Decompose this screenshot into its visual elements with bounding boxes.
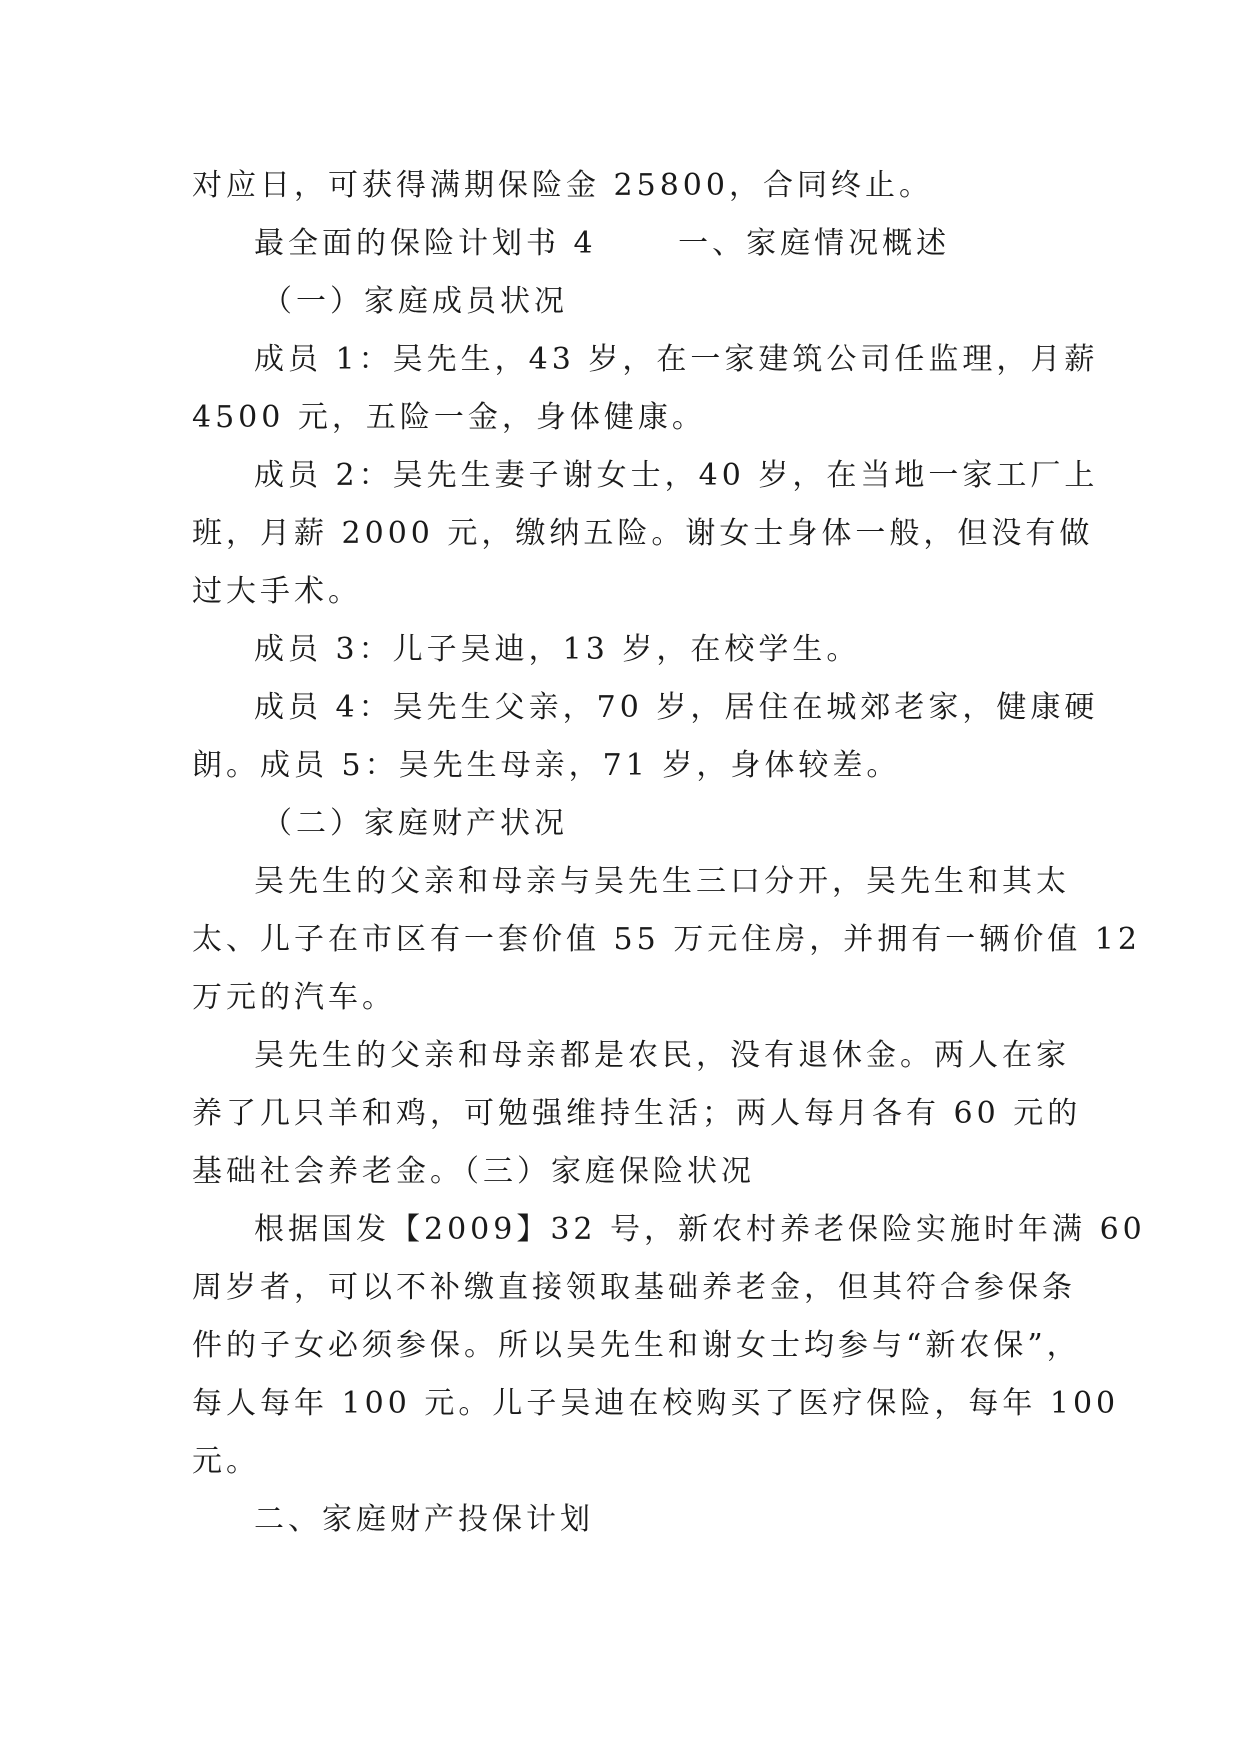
subsection-heading: （二）家庭财产状况 [262, 806, 568, 841]
paragraph-line: 班，月薪 2000 元，缴纳五险。谢女士身体一般，但没有做 [192, 516, 1094, 551]
paragraph-line: 4500 元，五险一金，身体健康。 [192, 400, 706, 435]
paragraph-line: 朗。成员 5：吴先生母亲，71 岁，身体较差。 [192, 748, 901, 783]
paragraph-line: 成员 2：吴先生妻子谢女士，40 岁，在当地一家工厂上 [254, 458, 1099, 493]
paragraph-line: 过大手术。 [192, 574, 362, 609]
paragraph-line: 成员 1：吴先生，43 岁，在一家建筑公司任监理，月薪 [254, 342, 1099, 377]
paragraph-line: 根据国发【2009】32 号，新农村养老保险实施时年满 60 [254, 1212, 1146, 1247]
paragraph-line: 基础社会养老金。（三）家庭保险状况 [192, 1154, 755, 1189]
paragraph-line: 万元的汽车。 [192, 980, 396, 1015]
paragraph-line: 每人每年 100 元。儿子吴迪在校购买了医疗保险，每年 100 [192, 1386, 1120, 1421]
paragraph-line: 养了几只羊和鸡，可勉强维持生活；两人每月各有 60 元的 [192, 1096, 1082, 1131]
section-heading: 二、家庭财产投保计划 [254, 1502, 594, 1537]
subsection-heading: （一）家庭成员状况 [262, 284, 568, 319]
paragraph-line: 吴先生的父亲和母亲与吴先生三口分开，吴先生和其太 [254, 864, 1070, 899]
section-heading-line: 最全面的保险计划书 4 一、家庭情况概述 [254, 226, 951, 261]
paragraph-line: 件的子女必须参保。所以吴先生和谢女士均参与“新农保”， [192, 1328, 1081, 1363]
paragraph-line: 成员 3：儿子吴迪，13 岁，在校学生。 [254, 632, 861, 667]
paragraph-line: 对应日，可获得满期保险金 25800，合同终止。 [192, 168, 933, 203]
paragraph-line: 太、儿子在市区有一套价值 55 万元住房，并拥有一辆价值 12 [192, 922, 1141, 957]
paragraph-line: 成员 4：吴先生父亲，70 岁，居住在城郊老家，健康硬 [254, 690, 1099, 725]
paragraph-line: 周岁者，可以不补缴直接领取基础养老金，但其符合参保条 [192, 1270, 1076, 1305]
paragraph-line: 元。 [192, 1444, 260, 1479]
paragraph-line: 吴先生的父亲和母亲都是农民，没有退休金。两人在家 [254, 1038, 1070, 1073]
